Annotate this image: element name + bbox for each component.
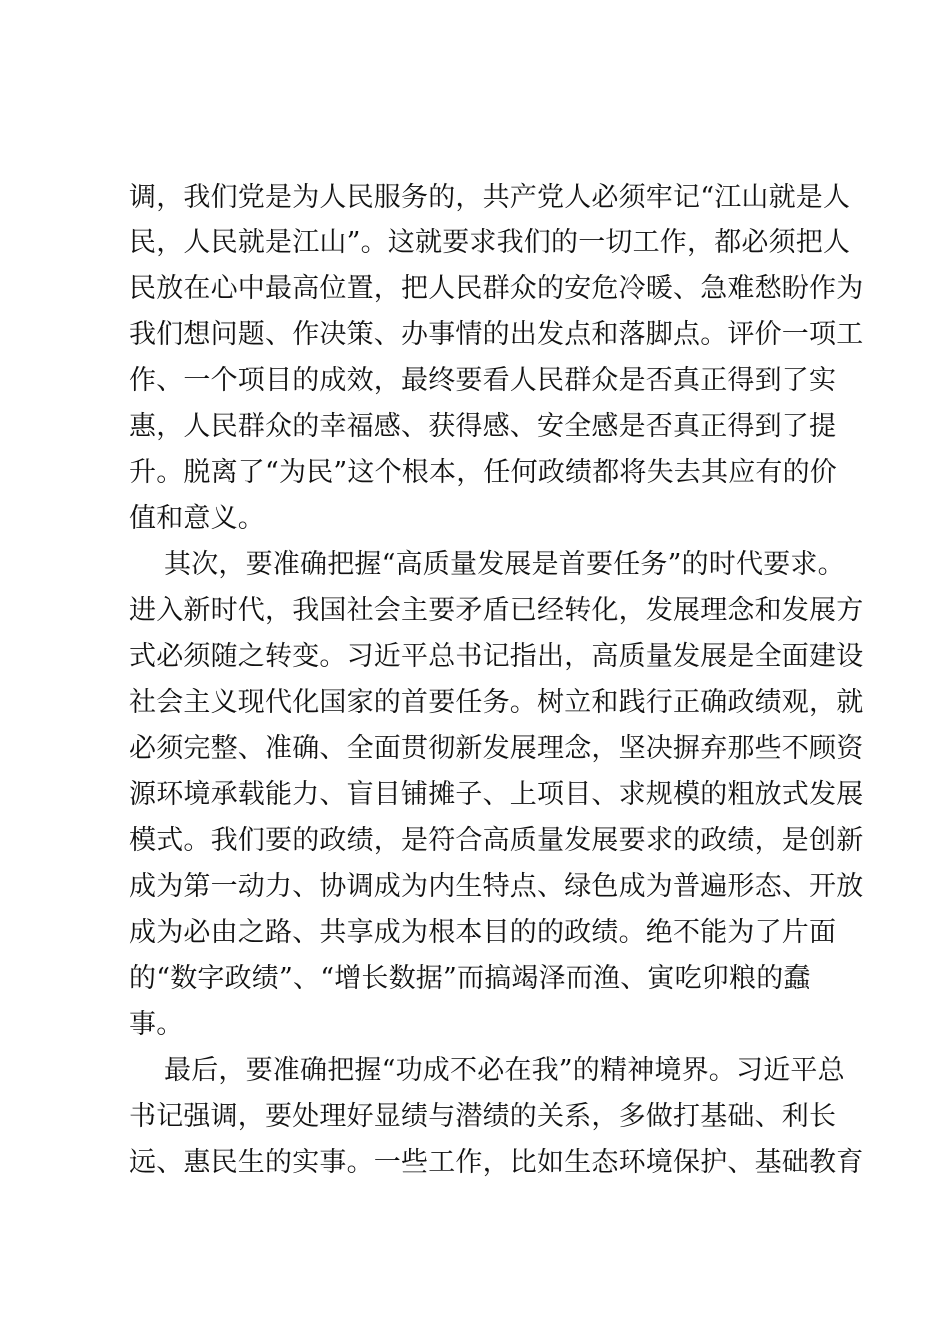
text-line: 成为必由之路、共享成为根本目的的政绩。绝不能为了片面 [129,917,837,948]
paragraph-first-line: 其次，要准确把握“高质量发展是首要任务”的时代要求。 [164,549,845,580]
text-line: 惠，人民群众的幸福感、获得感、安全感是否真正得到了提 [129,411,837,442]
text-line: 我们想问题、作决策、办事情的出发点和落脚点。评价一项工 [129,319,864,350]
text-line: 成为第一动力、协调成为内生特点、绿色成为普遍形态、开放 [129,871,864,902]
text-line: 值和意义。 [129,503,265,534]
text-line: 必须完整、准确、全面贯彻新发展理念，坚决摒弃那些不顾资 [129,733,864,764]
paragraph-first-line: 最后，要准确把握“功成不必在我”的精神境界。习近平总 [164,1055,845,1086]
text-line: 模式。我们要的政绩，是符合高质量发展要求的政绩，是创新 [129,825,864,856]
text-line: 事。 [129,1009,184,1040]
text-line: 进入新时代，我国社会主要矛盾已经转化，发展理念和发展方 [129,595,864,626]
text-line: 调，我们党是为人民服务的，共产党人必须牢记“江山就是人 [129,182,851,213]
text-line: 远、惠民生的实事。一些工作，比如生态环境保护、基础教育 [129,1147,864,1178]
text-line: 书记强调，要处理好显绩与潜绩的关系，多做打基础、利长 [129,1101,837,1132]
text-line: 的“数字政绩”、“增长数据”而搞竭泽而渔、寅吃卯粮的蠢 [129,963,811,994]
text-line: 作、一个项目的成效，最终要看人民群众是否真正得到了实 [129,365,837,396]
text-line: 源环境承载能力、盲目铺摊子、上项目、求规模的粗放式发展 [129,779,864,810]
text-line: 民放在心中最高位置，把人民群众的安危冷暖、急难愁盼作为 [129,273,864,304]
text-line: 社会主义现代化国家的首要任务。树立和践行正确政绩观，就 [129,687,864,718]
text-line: 升。脱离了“为民”这个根本，任何政绩都将失去其应有的价 [129,457,838,488]
text-line: 民，人民就是江山”。这就要求我们的一切工作，都必须把人 [129,227,851,258]
text-line: 式必须随之转变。习近平总书记指出，高质量发展是全面建设 [129,641,864,672]
